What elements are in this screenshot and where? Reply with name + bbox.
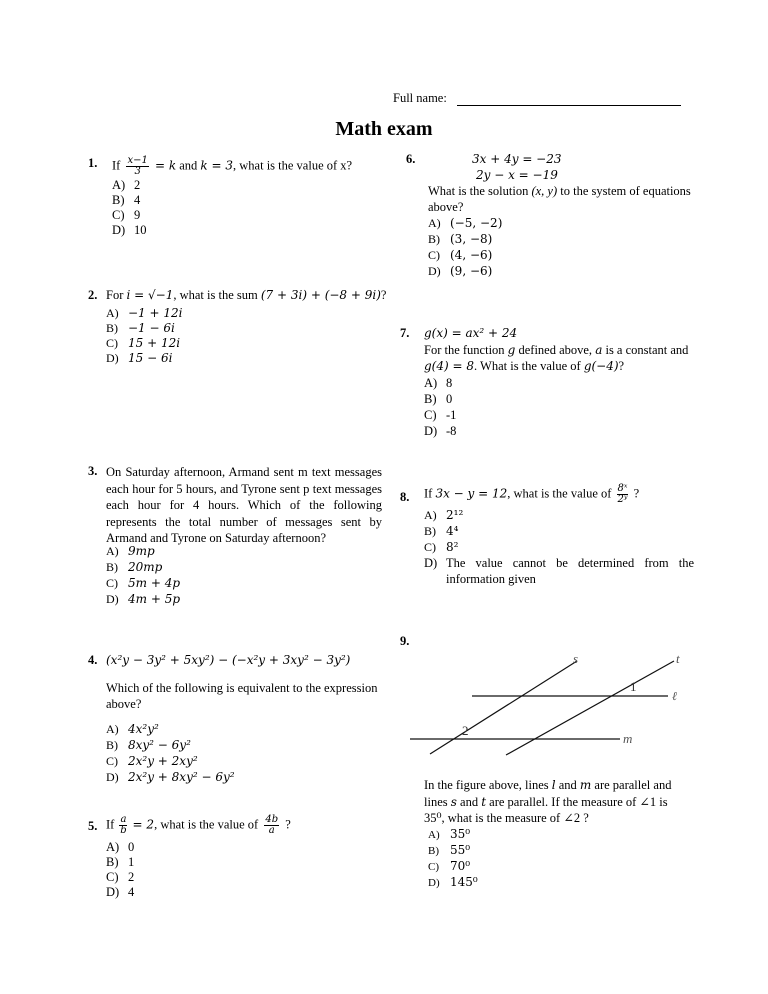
option-a[interactable]: A) 2¹²: [424, 508, 464, 522]
question-text-cont: lines s and t are parallel. If the measure of ∠1 is: [424, 795, 668, 809]
question-3: [88, 464, 388, 614]
option-b[interactable]: B) 20mp: [106, 560, 163, 574]
question-text: Which of the following is equivalent to the expression: [106, 681, 378, 695]
option-b[interactable]: B) 8xy² − 6y²: [106, 738, 191, 752]
option-c[interactable]: C) 2x²y + 2xy²: [106, 754, 198, 768]
option-c[interactable]: C) 2: [106, 870, 135, 884]
question-8: [400, 480, 700, 590]
question-text: For i = √−1, what is the sum (7 + 3i) + (−8 + 9i)?: [106, 288, 387, 302]
option-d-cont: information given: [446, 572, 536, 586]
angle-2-label: 2: [462, 723, 469, 738]
question-number: 9.: [400, 634, 410, 648]
option-b[interactable]: B) 4⁴: [424, 524, 459, 538]
option-d[interactable]: D) (9, −6): [428, 264, 493, 278]
option-c[interactable]: C) -1: [424, 408, 457, 422]
option-c[interactable]: C) 9: [112, 208, 141, 222]
label-m: m: [623, 731, 633, 746]
option-a[interactable]: A) 35⁰: [428, 827, 471, 841]
question-text-cont: above?: [428, 200, 464, 214]
equation-2: 2y − x = −19: [476, 168, 558, 182]
page-title: Math exam: [335, 118, 433, 140]
question-number: 8.: [400, 490, 410, 504]
option-c[interactable]: C) 5m + 4p: [106, 576, 181, 590]
label-l: ℓ: [672, 689, 677, 703]
line-t: [506, 661, 674, 755]
question-number: 1.: [88, 156, 98, 170]
question-text: If 3x − y = 12, what is the value of $\frac{\text{8ˣ}}{\text{2ʸ}}$ ?: [424, 483, 640, 505]
question-number: 5.: [88, 819, 98, 833]
option-a[interactable]: A) 4x²y²: [106, 722, 159, 736]
question-5: [88, 813, 388, 903]
option-b[interactable]: B) 4: [112, 193, 141, 207]
full-name-field: [393, 91, 681, 106]
option-b[interactable]: B) (3, −8): [428, 232, 493, 246]
option-d[interactable]: D) 10: [112, 223, 147, 237]
question-6: [400, 148, 700, 278]
option-c[interactable]: C) 8²: [424, 540, 459, 554]
question-text: On Saturday afternoon, Armand sent m text messages each hour for 5 hours, and Tyrone sent p text messages each hour for 4 hours. Which of the following represents the total number of messages sent by Armand and Tyrone on Saturday afternoon?: [106, 465, 382, 545]
option-d[interactable]: D) 4: [106, 885, 135, 899]
question-text-cont: g(4) = 8. What is the value of g(−4)?: [424, 359, 625, 373]
option-d[interactable]: D) The value cannot be determined from the: [424, 556, 694, 570]
option-a[interactable]: A) −1 + 12i: [106, 306, 183, 320]
question-text: If: [112, 158, 121, 173]
question-number: 2.: [88, 288, 98, 302]
expression: (x²y − 3y² + 5xy²) − (−x²y + 3xy² − 3y²): [106, 653, 351, 667]
question-number: 3.: [88, 464, 98, 478]
option-b[interactable]: B) −1 − 6i: [106, 321, 175, 335]
full-name-label: Full name:: [393, 91, 447, 105]
question-7: [400, 326, 700, 441]
option-d[interactable]: D) -8: [424, 424, 457, 438]
option-d[interactable]: D) 145⁰: [428, 875, 478, 889]
question-number: 4.: [88, 653, 98, 667]
option-d[interactable]: D) 4m + 5p: [106, 592, 181, 606]
option-a[interactable]: A) 8: [424, 376, 453, 390]
question-2: [88, 288, 388, 368]
option-c[interactable]: C) 70⁰: [428, 859, 471, 873]
angle-1-label: 1: [630, 679, 637, 694]
option-a[interactable]: A) 9mp: [106, 544, 155, 558]
option-a[interactable]: A) 0: [106, 840, 135, 854]
option-a[interactable]: A) (−5, −2): [428, 216, 503, 230]
option-b[interactable]: B) 0: [424, 392, 453, 406]
label-s: s: [573, 652, 579, 666]
option-b[interactable]: B) 55⁰: [428, 843, 471, 857]
question-text: In the figure above, lines l and m are parallel and: [424, 778, 672, 792]
line-s: [430, 661, 577, 754]
equation-1: 3x + 4y = −23: [472, 152, 562, 166]
question-text: If $\frac{a}{b}$ = 2, what is the value of $\frac{4b}{a}$ ?: [106, 814, 291, 836]
question-text-cont-2: 35⁰, what is the measure of ∠2 ?: [424, 811, 589, 825]
question-9: [400, 634, 710, 894]
question-text: What is the solution (x, y) to the system of equations: [428, 184, 691, 198]
question-text-cont: above?: [106, 697, 142, 711]
function-definition: g(x) = ax² + 24: [424, 326, 518, 340]
option-c[interactable]: C) (4, −6): [428, 248, 493, 262]
option-c[interactable]: C) 15 + 12i: [106, 336, 181, 350]
option-d[interactable]: D) 2x²y + 8xy² − 6y²: [106, 770, 235, 784]
question-number: 6.: [406, 152, 416, 166]
parallel-lines-figure: [410, 652, 710, 762]
label-t: t: [676, 652, 680, 666]
question-text: For the function g defined above, a is a constant and: [424, 343, 689, 357]
question-1: 1. If $\frac{x-1}{3}$ = k and k = 3, what is the value of x? A) 2 B) 4 C) 9 D) 10: [88, 155, 353, 237]
full-name-blank[interactable]: [457, 91, 681, 106]
fraction: $\frac{x-1}{3}$: [127, 155, 148, 177]
question-4: [88, 653, 388, 783]
option-a[interactable]: A) 2: [112, 178, 141, 192]
question-number: 7.: [400, 326, 410, 340]
option-d[interactable]: D) 15 − 6i: [106, 351, 173, 365]
option-b[interactable]: B) 1: [106, 855, 135, 869]
